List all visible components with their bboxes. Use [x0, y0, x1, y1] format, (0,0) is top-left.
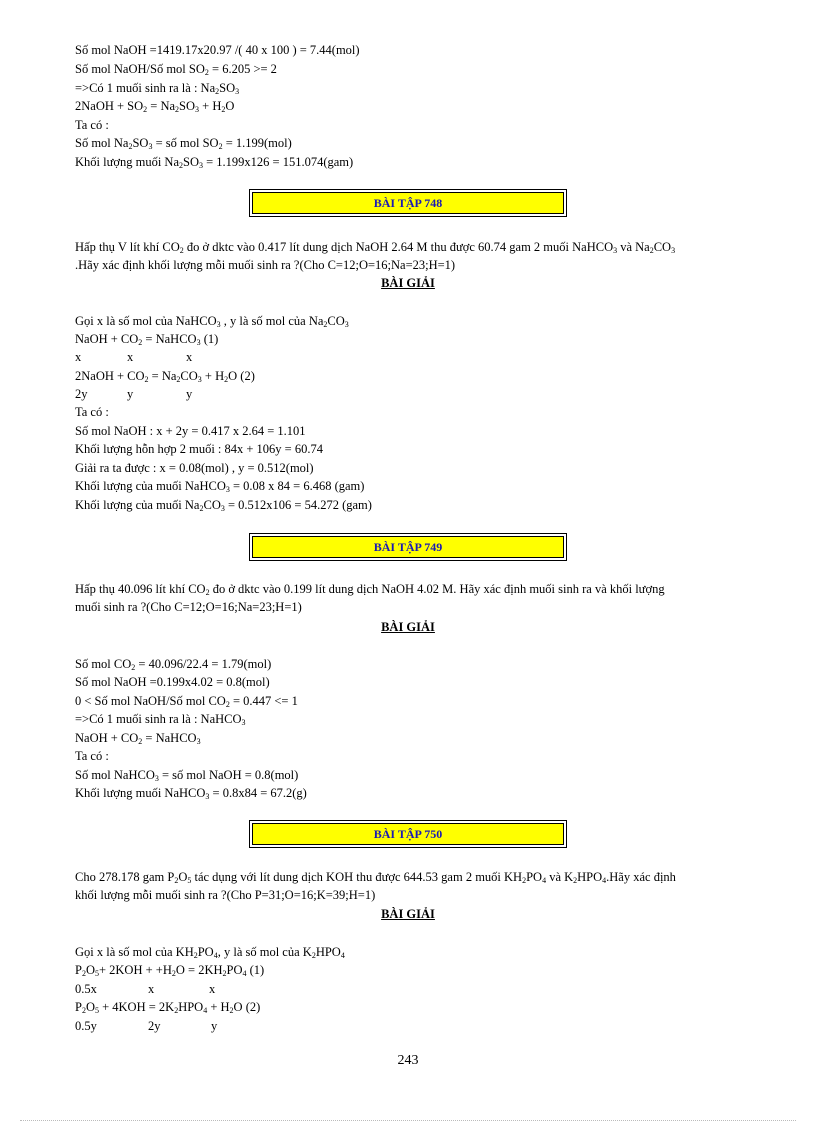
text-line: Ta có :	[75, 749, 109, 763]
text-line: Gọi x là số mol của NaHCO$_3$ , y là số mol của $Na_2CO_3$	[75, 314, 349, 329]
question-text: Hấp thụ 40.096 lít khí $CO_2$ đo ở dktc vào 0.199 lít dung dịch NaOH 4.02 M. Hãy xác định muối sinh ra và khối lượng muối sinh ra ?(Cho C=12;O=16;Na=23;H=1)	[75, 582, 665, 614]
text-line: Số mol $Na_2SO_3$ = số mol $SO_2 = 1.199(mol)$	[75, 136, 292, 151]
equation: NaOH + $CO_2$ = NaHCO$_3$	[75, 731, 201, 746]
text-line: Khối lượng hỗn hợp 2 muối : 84x + 106y = 60.74	[75, 442, 323, 456]
text-line: Số mol $CO_2 = 40.096/22.4 = 1.79(mol)$	[75, 657, 272, 672]
text-line: Khối lượng của muối NaHCO$_3$ = 0.08 x 84 = 6.468 (gam)	[75, 479, 365, 494]
text-line: Gọi x là số mol của $KH_2PO_4$, y là số mol của $K_2HPO_4$	[75, 945, 345, 960]
text-line: =>Có 1 muối sinh ra là : $Na_2SO_3$	[75, 81, 240, 96]
equation: $P_2O_5 + 4KOH = 2K_2HPO_4 + H_2O$ (2)	[75, 1000, 261, 1015]
equation: NaOH + $CO_2$ = NaHCO$_3$ (1)	[75, 332, 219, 347]
equation: $P_2O_5+ 2KOH + +H_2O = 2KH_2PO_4$ (1)	[75, 963, 265, 978]
text-line: Ta có :	[75, 405, 109, 419]
text-line: Khối lượng của muối $Na_2CO_3 = 0.512x106 = 54.272$ (gam)	[75, 498, 372, 513]
mole-row: 0.5x x x	[75, 982, 216, 996]
mole-row: x x x	[75, 350, 193, 364]
equation: 2NaOH + $CO_2 = Na_2CO_3 + H_2O$ (2)	[75, 369, 255, 384]
text-line: Ta có :	[75, 118, 109, 132]
equation: 2NaOH + $SO_2 = Na_2SO_3 + H_2O$	[75, 99, 235, 114]
solution-heading: BÀI GIẢI	[381, 907, 435, 921]
solution-heading: BÀI GIẢI	[381, 620, 435, 634]
text-line: =>Có 1 muối sinh ra là : NaHCO$_3$	[75, 712, 246, 727]
mole-row: 2y y y	[75, 387, 193, 401]
page-divider	[20, 1120, 796, 1121]
text-line: Khối lượng muối NaHCO$_3$ = 0.8x84 = 67.2(g)	[75, 786, 307, 801]
text-line: Giải ra ta được : x = 0.08(mol) , y = 0.512(mol)	[75, 461, 314, 475]
text-line: Số mol NaOH : x + 2y = 0.417 x 2.64 = 1.101	[75, 424, 306, 438]
question-text: Hấp thụ V lít khí $CO_2$ đo ở dktc vào 0.417 lít dung dịch NaOH 2.64 M thu được 60.74 gam 2 muối NaHCO$_3$ và $Na_2CO_3$ .Hãy xác định khối lượng mỗi muối sinh ra ?(Cho C=12;O=16;Na=23;H=1)	[75, 240, 676, 272]
text-line: Số mol NaOH/Số mol $SO_2 = 6.205 >= 2$	[75, 62, 277, 77]
mole-row: 0.5y 2y y	[75, 1019, 218, 1033]
page-number: 243	[397, 1053, 419, 1068]
text-line: Khối lượng muối $Na_2SO_3 = 1.199x126 = 151.074(gam)$	[75, 155, 354, 170]
text-line: 0 < Số mol NaOH/Số mol $CO_2 = 0.447 <= 1$	[75, 694, 298, 709]
exercise-title-750: BÀI TẬP 750	[252, 823, 564, 845]
exercise-title-748: BÀI TẬP 748	[252, 192, 564, 214]
question-text: Cho 278.178 gam $P_2O_5$ tác dụng với lít dung dịch KOH thu được 644.53 gam 2 muối $KH_2PO_4$ và $K_2HPO_4.Hãy$ xác định khối lượng mỗi muối sinh ra ?(Cho P=31;O=16;K=39;H=1)	[75, 870, 676, 902]
text-line: Số mol NaHCO$_3$ = số mol NaOH = 0.8(mol)	[75, 768, 299, 783]
solution-heading: BÀI GIẢI	[381, 276, 435, 290]
exercise-title-749: BÀI TẬP 749	[252, 536, 564, 558]
text-line: Số mol NaOH =0.199x4.02 = 0.8(mol)	[75, 675, 270, 689]
text-line: Số mol NaOH =1419.17x20.97 /( 40 x 100 ) = 7.44(mol)	[75, 43, 360, 57]
